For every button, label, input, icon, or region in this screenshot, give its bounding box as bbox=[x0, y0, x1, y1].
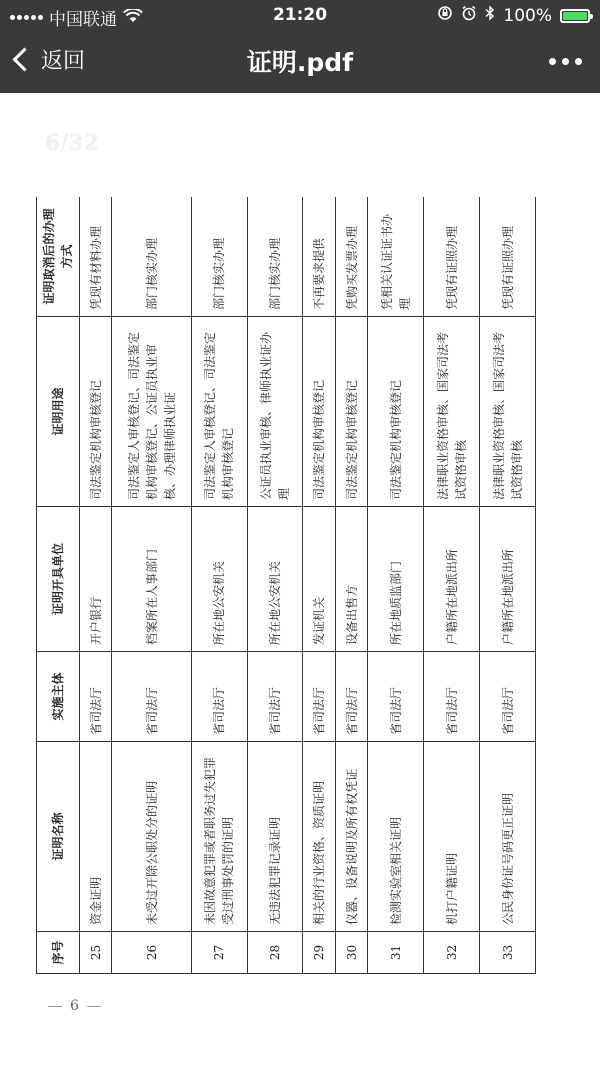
more-dot-icon bbox=[575, 58, 582, 65]
alarm-icon bbox=[461, 5, 477, 26]
table-row bbox=[112, 197, 191, 974]
battery-icon bbox=[560, 9, 590, 23]
header-seq: 序号 bbox=[37, 932, 80, 974]
cell-issuer: 所在地质监部门 bbox=[368, 507, 424, 652]
cell-handling: 部门核实办理 bbox=[247, 197, 303, 317]
header-handling: 证明取消后的办理方式 bbox=[37, 197, 80, 317]
cell-handling: 凭现有证照办理 bbox=[480, 197, 536, 317]
table-row bbox=[303, 197, 335, 974]
battery-percent: 100% bbox=[503, 5, 552, 26]
more-dot-icon bbox=[549, 58, 556, 65]
cell-seq: 29 bbox=[303, 932, 335, 974]
cell-handling: 凭现有证照办理 bbox=[424, 197, 480, 317]
rotated-table-wrapper bbox=[36, 197, 536, 974]
cell-issuer: 档案所在人事部门 bbox=[112, 507, 191, 652]
cell-implementer: 省司法厅 bbox=[480, 652, 536, 742]
pdf-page[interactable] bbox=[0, 93, 600, 1067]
cell-handling: 凭购买发票办理 bbox=[335, 197, 367, 317]
table-body bbox=[80, 197, 536, 974]
table-row bbox=[80, 197, 112, 974]
cell-purpose: 司法鉴定机构审核登记 bbox=[368, 317, 424, 507]
cell-implementer: 省司法厅 bbox=[368, 652, 424, 742]
carrier-label: 中国联通 bbox=[49, 10, 117, 30]
cell-cert-name: 资金证明 bbox=[80, 742, 112, 932]
cell-implementer: 省司法厅 bbox=[335, 652, 367, 742]
cell-seq: 26 bbox=[112, 932, 191, 974]
cell-seq: 25 bbox=[80, 932, 112, 974]
cell-seq: 31 bbox=[368, 932, 424, 974]
nav-bar bbox=[0, 30, 600, 93]
cell-implementer: 省司法厅 bbox=[191, 652, 247, 742]
divider bbox=[48, 1006, 62, 1007]
cell-issuer: 发证机关 bbox=[303, 507, 335, 652]
status-bar bbox=[0, 0, 600, 30]
cell-handling: 部门核实办理 bbox=[112, 197, 191, 317]
rotation-lock-icon bbox=[437, 5, 453, 26]
cell-implementer: 省司法厅 bbox=[424, 652, 480, 742]
cell-cert-name: 未因故意犯罪或者职务过失犯罪受过刑事处罚的证明 bbox=[191, 742, 247, 932]
table-row bbox=[368, 197, 424, 974]
table-row bbox=[480, 197, 536, 974]
cell-cert-name: 相关的行业资格、资质证明 bbox=[303, 742, 335, 932]
header-purpose: 证明用途 bbox=[37, 317, 80, 507]
cell-purpose: 司法鉴定机构审核登记 bbox=[303, 317, 335, 507]
cell-cert-name: 公民身份证号码更正证明 bbox=[480, 742, 536, 932]
cell-seq: 30 bbox=[335, 932, 367, 974]
cell-purpose: 司法鉴定机构审核登记 bbox=[335, 317, 367, 507]
bluetooth-icon bbox=[485, 5, 495, 26]
cell-purpose: 法律职业资格审核、国家司法考试资格审核 bbox=[424, 317, 480, 507]
cell-issuer: 所在地公安机关 bbox=[247, 507, 303, 652]
cell-handling: 凭相关认证证书办理 bbox=[368, 197, 424, 317]
divider bbox=[87, 1006, 101, 1007]
cell-issuer: 开户银行 bbox=[80, 507, 112, 652]
cell-issuer: 户籍所在地派出所 bbox=[424, 507, 480, 652]
cell-seq: 28 bbox=[247, 932, 303, 974]
back-label: 返回 bbox=[41, 49, 86, 74]
cell-purpose: 司法鉴定人审核登记、司法鉴定机构审核登记、公证员执业审核、办理律师执业证 bbox=[112, 317, 191, 507]
rotated-table-container bbox=[36, 197, 536, 974]
cell-purpose: 公证员执业审核、律师执业证办理 bbox=[247, 317, 303, 507]
cell-handling: 凭现有材料办理 bbox=[80, 197, 112, 317]
cell-issuer: 设备出售方 bbox=[335, 507, 367, 652]
header-cert-name: 证明名称 bbox=[37, 742, 80, 932]
table-row bbox=[247, 197, 303, 974]
header-issuer: 证明开具单位 bbox=[37, 507, 80, 652]
cell-implementer: 省司法厅 bbox=[112, 652, 191, 742]
cell-purpose: 法律职业资格审核、国家司法考试资格审核 bbox=[480, 317, 536, 507]
cell-implementer: 省司法厅 bbox=[80, 652, 112, 742]
cell-issuer: 户籍所在地派出所 bbox=[480, 507, 536, 652]
cell-handling: 不再要求提供 bbox=[303, 197, 335, 317]
table-row bbox=[424, 197, 480, 974]
table-row bbox=[191, 197, 247, 974]
page-title: 证明.pdf bbox=[246, 48, 354, 77]
page-number-label: 6 bbox=[70, 998, 79, 1014]
cell-implementer: 省司法厅 bbox=[247, 652, 303, 742]
certificate-table bbox=[36, 197, 536, 974]
cell-cert-name: 检测实验室相关证明 bbox=[368, 742, 424, 932]
cell-cert-name: 仪器、设备说明及所有权凭证 bbox=[335, 742, 367, 932]
table-row bbox=[335, 197, 367, 974]
cell-issuer: 所在地公安机关 bbox=[191, 507, 247, 652]
cell-seq: 27 bbox=[191, 932, 247, 974]
cell-purpose: 司法鉴定人审核登记、司法鉴定机构审核登记 bbox=[191, 317, 247, 507]
more-dot-icon bbox=[562, 58, 569, 65]
page-indicator: 6/32 bbox=[45, 131, 99, 156]
cell-cert-name: 未受过开除公职处分的证明 bbox=[112, 742, 191, 932]
header-implementer: 实施主体 bbox=[37, 652, 80, 742]
status-right bbox=[437, 5, 590, 26]
cell-purpose: 司法鉴定机构审核登记 bbox=[80, 317, 112, 507]
cell-seq: 32 bbox=[424, 932, 480, 974]
status-time: 21:20 bbox=[272, 5, 328, 25]
cell-cert-name: 机打户籍证明 bbox=[424, 742, 480, 932]
page-number bbox=[48, 998, 101, 1014]
more-button[interactable] bbox=[549, 58, 582, 65]
cell-cert-name: 无违法犯罪记录证明 bbox=[247, 742, 303, 932]
cell-seq: 33 bbox=[480, 932, 536, 974]
cell-handling: 部门核实办理 bbox=[191, 197, 247, 317]
battery-fill bbox=[563, 12, 587, 20]
table-header-row bbox=[37, 197, 80, 974]
cell-implementer: 省司法厅 bbox=[303, 652, 335, 742]
